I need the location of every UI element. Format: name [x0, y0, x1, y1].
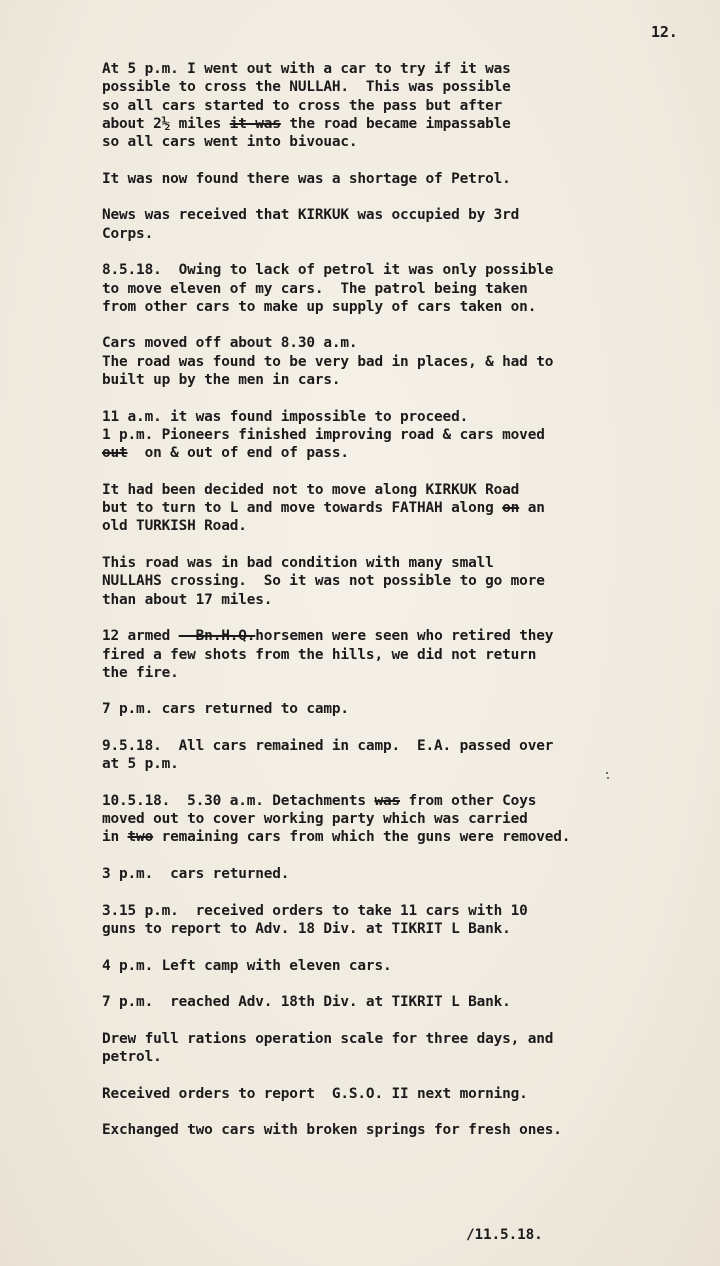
struck-text: two	[127, 829, 154, 846]
text-segment: but to turn to L and move towards FATHAH along	[102, 500, 503, 517]
diary-paragraph	[102, 408, 702, 463]
text-segment: 7 p.m. cars returned to camp.	[102, 701, 349, 718]
text-segment: the fire.	[102, 664, 179, 681]
diary-paragraph	[102, 334, 702, 389]
diary-paragraph	[102, 902, 702, 939]
diary-paragraph	[102, 206, 702, 243]
diary-paragraph	[102, 792, 702, 847]
text-segment: It had been decided not to move along KIRKUK Road	[102, 481, 520, 498]
text-segment: It was now found there was a shortage of Petrol.	[102, 170, 511, 187]
text-line	[102, 298, 702, 316]
text-segment: 3.15 p.m. received orders to take 11 cars with 10	[102, 902, 528, 919]
text-segment: from other cars to make up supply of cars taken on.	[102, 298, 537, 315]
text-line	[102, 371, 702, 389]
paper-mark	[607, 777, 609, 779]
text-segment: Cars moved off about 8.30 a.m.	[102, 335, 358, 352]
text-line	[102, 591, 702, 609]
text-segment: 4 p.m. Left camp with eleven cars.	[102, 957, 392, 974]
text-segment: horsemen were seen who retired they	[255, 628, 554, 645]
text-segment: 7 p.m. reached Adv. 18th Div. at TIKRIT L Bank.	[102, 994, 511, 1011]
text-line	[102, 646, 702, 664]
text-segment: so all cars went into bivouac.	[102, 134, 358, 151]
text-line	[102, 499, 702, 517]
diary-paragraph	[102, 700, 702, 718]
text-segment: than about 17 miles.	[102, 591, 273, 608]
text-line	[102, 865, 702, 883]
paper-mark	[606, 772, 608, 774]
text-segment: Exchanged two cars with broken springs for fresh ones.	[102, 1122, 562, 1139]
text-line	[102, 1121, 702, 1139]
text-segment: At 5 p.m. I went out with a car to try if it was	[102, 61, 511, 77]
diary-paragraph	[102, 865, 702, 883]
text-line	[102, 920, 702, 938]
text-line	[102, 426, 702, 444]
text-line	[102, 481, 702, 499]
diary-paragraph	[102, 261, 702, 316]
text-segment: 8.5.18. Owing to lack of petrol it was only possible	[102, 262, 554, 279]
text-segment: 3 p.m. cars returned.	[102, 866, 290, 883]
text-line	[102, 957, 702, 975]
text-segment: from other Coys	[400, 792, 537, 809]
page-number: 12.	[651, 23, 678, 41]
diary-paragraph	[102, 993, 702, 1011]
diary-paragraph	[102, 170, 702, 188]
diary-body	[102, 60, 702, 1158]
diary-paragraph	[102, 627, 702, 682]
text-segment: Corps.	[102, 225, 154, 242]
text-segment: NULLAHS crossing. So it was not possible to go more	[102, 573, 545, 590]
text-segment: on & out of end of pass.	[127, 445, 349, 462]
text-segment: Received orders to report G.S.O. II next morning.	[102, 1085, 528, 1102]
text-segment: in	[102, 829, 128, 846]
text-line	[102, 810, 702, 828]
text-segment: at 5 p.m.	[102, 756, 179, 773]
text-line	[102, 627, 702, 645]
text-segment: 12 armed	[102, 628, 179, 645]
text-segment: 10.5.18. 5.30 a.m. Detachments	[102, 792, 375, 809]
struck-text: on	[502, 500, 520, 517]
text-line	[102, 206, 702, 224]
text-line	[102, 444, 702, 462]
diary-paragraph	[102, 1030, 702, 1067]
text-line	[102, 334, 702, 352]
text-segment: an	[519, 500, 545, 517]
text-segment: to move eleven of my cars. The patrol being taken	[102, 280, 528, 297]
text-line	[102, 408, 702, 426]
text-segment: moved out to cover working party which was carried	[102, 811, 528, 828]
text-line	[102, 737, 702, 755]
text-line	[102, 115, 702, 133]
closing-date: /11.5.18.	[466, 1227, 543, 1243]
text-line	[102, 1030, 702, 1048]
text-line	[102, 353, 702, 371]
struck-text: out	[102, 445, 128, 462]
diary-paragraph	[102, 481, 702, 536]
text-segment: This road was in bad condition with many small	[102, 555, 494, 572]
diary-paragraph	[102, 1121, 702, 1139]
text-line	[102, 1085, 702, 1103]
text-line	[102, 700, 702, 718]
text-segment: 1 p.m. Pioneers finished improving road & cars moved	[102, 426, 545, 443]
text-line	[102, 902, 702, 920]
text-segment: remaining cars from which the guns were removed.	[153, 829, 571, 846]
text-line	[102, 133, 702, 151]
diary-paragraph	[102, 957, 702, 975]
text-segment: the road became impassable	[280, 115, 511, 132]
text-segment: so all cars started to cross the pass but after	[102, 97, 503, 114]
text-line	[102, 755, 702, 773]
text-segment: built up by the men in cars.	[102, 372, 341, 389]
text-segment: The road was found to be very bad in places, & had to	[102, 353, 554, 370]
text-segment: 11 a.m. it was found impossible to proceed.	[102, 408, 469, 425]
text-line	[102, 280, 702, 298]
diary-paragraph	[102, 737, 702, 774]
diary-paragraph	[102, 60, 702, 151]
text-line	[102, 170, 702, 188]
text-line	[102, 261, 702, 279]
struck-text: --Bn.H.Q.	[178, 628, 256, 645]
diary-paragraph	[102, 554, 702, 609]
text-line	[102, 97, 702, 115]
text-line	[102, 225, 702, 243]
text-line	[102, 664, 702, 682]
text-line	[102, 1048, 702, 1066]
text-segment: News was received that KIRKUK was occupied by 3rd	[102, 207, 520, 224]
text-segment: old TURKISH Road.	[102, 518, 247, 535]
text-line	[102, 60, 702, 78]
text-segment: 9.5.18. All cars remained in camp. E.A. passed over	[102, 737, 554, 754]
text-segment: possible to cross the NULLAH. This was possible	[102, 79, 511, 96]
text-segment: Drew full rations operation scale for three days, and	[102, 1030, 554, 1047]
text-line	[102, 792, 702, 810]
text-line	[102, 993, 702, 1011]
text-line	[102, 554, 702, 572]
text-line	[102, 828, 702, 846]
text-line	[102, 572, 702, 590]
text-line	[102, 78, 702, 96]
text-segment: about 2½ miles	[102, 115, 230, 132]
text-line	[102, 517, 702, 535]
struck-text: it was	[229, 115, 281, 132]
text-segment: petrol.	[102, 1049, 162, 1066]
diary-paragraph	[102, 1085, 702, 1103]
text-segment: fired a few shots from the hills, we did not return	[102, 646, 537, 663]
text-segment: guns to report to Adv. 18 Div. at TIKRIT L Bank.	[102, 920, 511, 937]
struck-text: was	[374, 792, 400, 809]
